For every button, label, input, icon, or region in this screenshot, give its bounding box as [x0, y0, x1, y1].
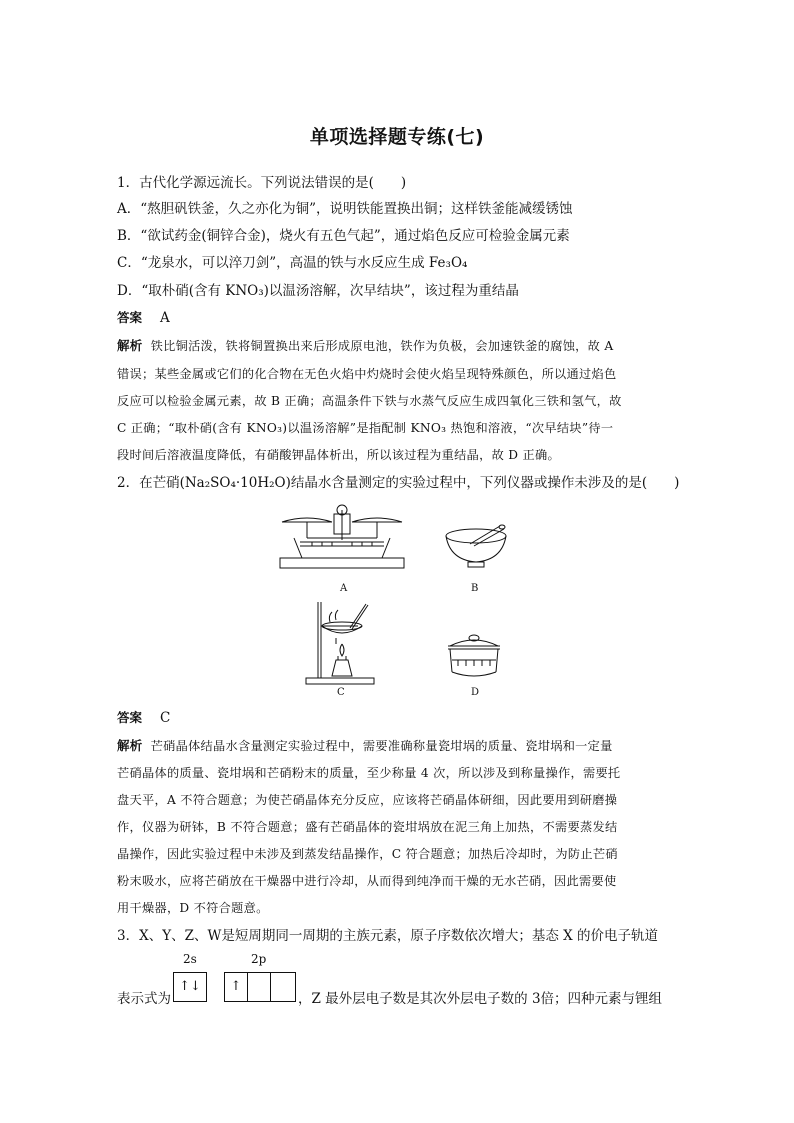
q1-explanation-line-5: 段时间后溶液温度降低，有硝酸钾晶体析出，所以该过程为重结晶，故 D 正确。 [117, 448, 560, 462]
q2-explanation-line-2: 芒硝晶体的质量、瓷坩埚和芒硝粉末的质量，至少称量 4 次，所以涉及到称量操作，需要托 [117, 766, 621, 780]
q1-answer [117, 309, 170, 327]
orbital-2p-box-1: ↑ [224, 972, 248, 1002]
q2-explanation-line-6: 粉末吸水，应将芒硝放在干燥器中进行冷却，从而得到纯净而干燥的无水芒硝，因此需要使 [117, 874, 617, 888]
explanation-label: 解析 [117, 338, 143, 353]
q2-stem: 2．在芒硝(Na₂SO₄·10H₂O)结晶水含量测定的实验过程中，下列仪器或操作未涉及的是( ) [117, 475, 680, 491]
q3-orbital-prefix: 表示式为 [117, 991, 171, 1007]
q2-answer-value: C [160, 710, 171, 726]
q1-answer-value: A [160, 310, 170, 326]
q1-stem: 1．古代化学源远流长。下列说法错误的是( ) [117, 175, 407, 191]
caption-d: D [471, 687, 480, 698]
q3-continuation: ，Z 最外层电子数是其次外层电子数的 3倍；四种元素与锂组 [298, 991, 663, 1007]
explanation-label: 解析 [117, 738, 143, 753]
q1-option-d: D．“取朴硝(含有 KNO₃)以温汤溶解，次早结块”，该过程为重结晶 [117, 283, 519, 299]
q1-explanation-line-1: 解析 铁比铜活泼，铁将铜置换出来后形成原电池，铁作为负极，会加速铁釜的腐蚀，故 A [117, 338, 614, 353]
orbital-2p-box-2 [247, 972, 271, 1002]
q2-explanation-line-7: 用干燥器，D 不符合题意。 [117, 901, 269, 915]
orbital-2s-label: 2s [183, 952, 197, 966]
page-title: 单项选择题专练(七) [309, 126, 485, 148]
answer-label: 答案 [117, 710, 143, 725]
answer-label: 答案 [117, 310, 143, 325]
q1-option-c: C．“龙泉水，可以淬刀剑”，高温的铁与水反应生成 Fe₃O₄ [117, 255, 468, 271]
evaporation-figure [300, 598, 380, 686]
orbital-2s-box: ↑↓ [173, 972, 207, 1002]
q1-option-a: A．“熬胆矾铁釜，久之亦化为铜”，说明铁能置换出铜；这样铁釜能减缓锈蚀 [117, 201, 573, 217]
mortar-figure [442, 520, 512, 572]
q2-explanation-line-1: 解析 芒硝晶体结晶水含量测定实验过程中，需要准确称量瓷坩埚的质量、瓷坩埚和一定量 [117, 738, 613, 753]
desiccator-figure [444, 632, 504, 682]
q2-explanation-line-3: 盘天平，A 不符合题意；为使芒硝晶体充分反应，应该将芒硝晶体研细，因此要用到研磨操 [117, 793, 618, 807]
caption-a: A [340, 583, 348, 594]
q2-answer [117, 709, 170, 727]
q1-explanation-line-2: 错误；某些金属或它们的化合物在无色火焰中灼烧时会使火焰呈现特殊颜色，所以通过焰色 [117, 367, 617, 381]
q1-explanation-line-4: C 正确；“取朴硝(含有 KNO₃)以温汤溶解”是指配制 KNO₃ 热饱和溶液，“次早结块”待一 [117, 421, 614, 435]
q2-explanation-line-5: 晶操作，因此实验过程中未涉及到蒸发结晶操作，C 符合题意；加热后冷却时，为防止芒硝 [117, 847, 618, 861]
q3-stem: 3．X、Y、Z、W是短周期同一周期的主族元素，原子序数依次增大；基态 X 的价电子轨道 [117, 928, 659, 944]
orbital-2p-label: 2p [251, 952, 267, 966]
orbital-2p-box-3 [270, 972, 296, 1002]
balance-figure [272, 500, 412, 580]
caption-c: C [337, 687, 345, 698]
q1-option-b: B．“欲试药金(铜锌合金)，烧火有五色气起”，通过焰色反应可检验金属元素 [117, 228, 570, 244]
q1-explanation-line-3: 反应可以检验金属元素，故 B 正确；高温条件下铁与水蒸气反应生成四氧化三铁和氢气，故 [117, 394, 622, 408]
caption-b: B [471, 583, 479, 594]
q2-explanation-line-4: 作，仪器为研钵，B 不符合题意；盛有芒硝晶体的瓷坩埚放在泥三角上加热，不需要蒸发结 [117, 820, 618, 834]
